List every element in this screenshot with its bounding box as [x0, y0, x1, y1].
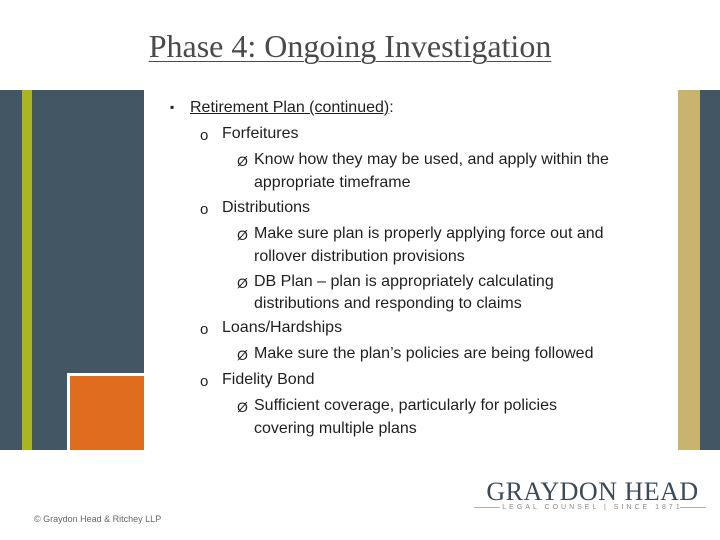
arrow-bullet-icon: Ø	[237, 347, 248, 363]
sub-item: Make sure the plan’s policies are being followed	[254, 345, 594, 362]
arrow-bullet-icon: Ø	[237, 275, 248, 291]
logo-wordmark: GRAYDON HEAD	[486, 477, 699, 506]
arrow-bullet-icon: Ø	[237, 153, 248, 169]
copyright-footer: © Graydon Head & Ritchey LLP	[34, 514, 162, 524]
section-heading-colon: :	[389, 99, 394, 116]
arrow-bullet-icon: Ø	[237, 399, 248, 415]
item-loans-hardships: Loans/Hardships	[222, 319, 343, 336]
sub-item: DB Plan – plan is appropriately calculating	[254, 273, 554, 290]
sub-item: Know how they may be used, and apply within the	[254, 151, 609, 168]
circle-bullet-icon: o	[200, 321, 209, 338]
section-heading	[190, 99, 394, 117]
item-distributions: Distributions	[222, 199, 311, 216]
circle-bullet-icon: o	[200, 201, 209, 218]
company-logo	[470, 477, 715, 517]
logo-tagline: LEGAL COUNSEL | SINCE 1871	[502, 504, 683, 511]
item-forfeitures: Forfeitures	[222, 125, 299, 142]
sub-item: Make sure plan is properly applying force out and	[254, 225, 604, 242]
sub-item-continued: covering multiple plans	[254, 420, 417, 437]
circle-bullet-icon: o	[200, 127, 209, 144]
square-bullet-icon: ▪	[170, 100, 175, 114]
sub-item: Sufficient coverage, particularly for policies	[254, 397, 557, 414]
sub-item-continued: rollover distribution provisions	[254, 248, 465, 265]
sub-item-continued: distributions and responding to claims	[254, 295, 522, 312]
sub-item-continued: appropriate timeframe	[254, 174, 411, 191]
slide-title: Phase 4: Ongoing Investigation	[148, 28, 552, 64]
arrow-bullet-icon: Ø	[237, 227, 248, 243]
circle-bullet-icon: o	[200, 373, 209, 390]
item-fidelity-bond: Fidelity Bond	[222, 371, 315, 388]
section-heading-text: Retirement Plan (continued)	[190, 99, 390, 116]
